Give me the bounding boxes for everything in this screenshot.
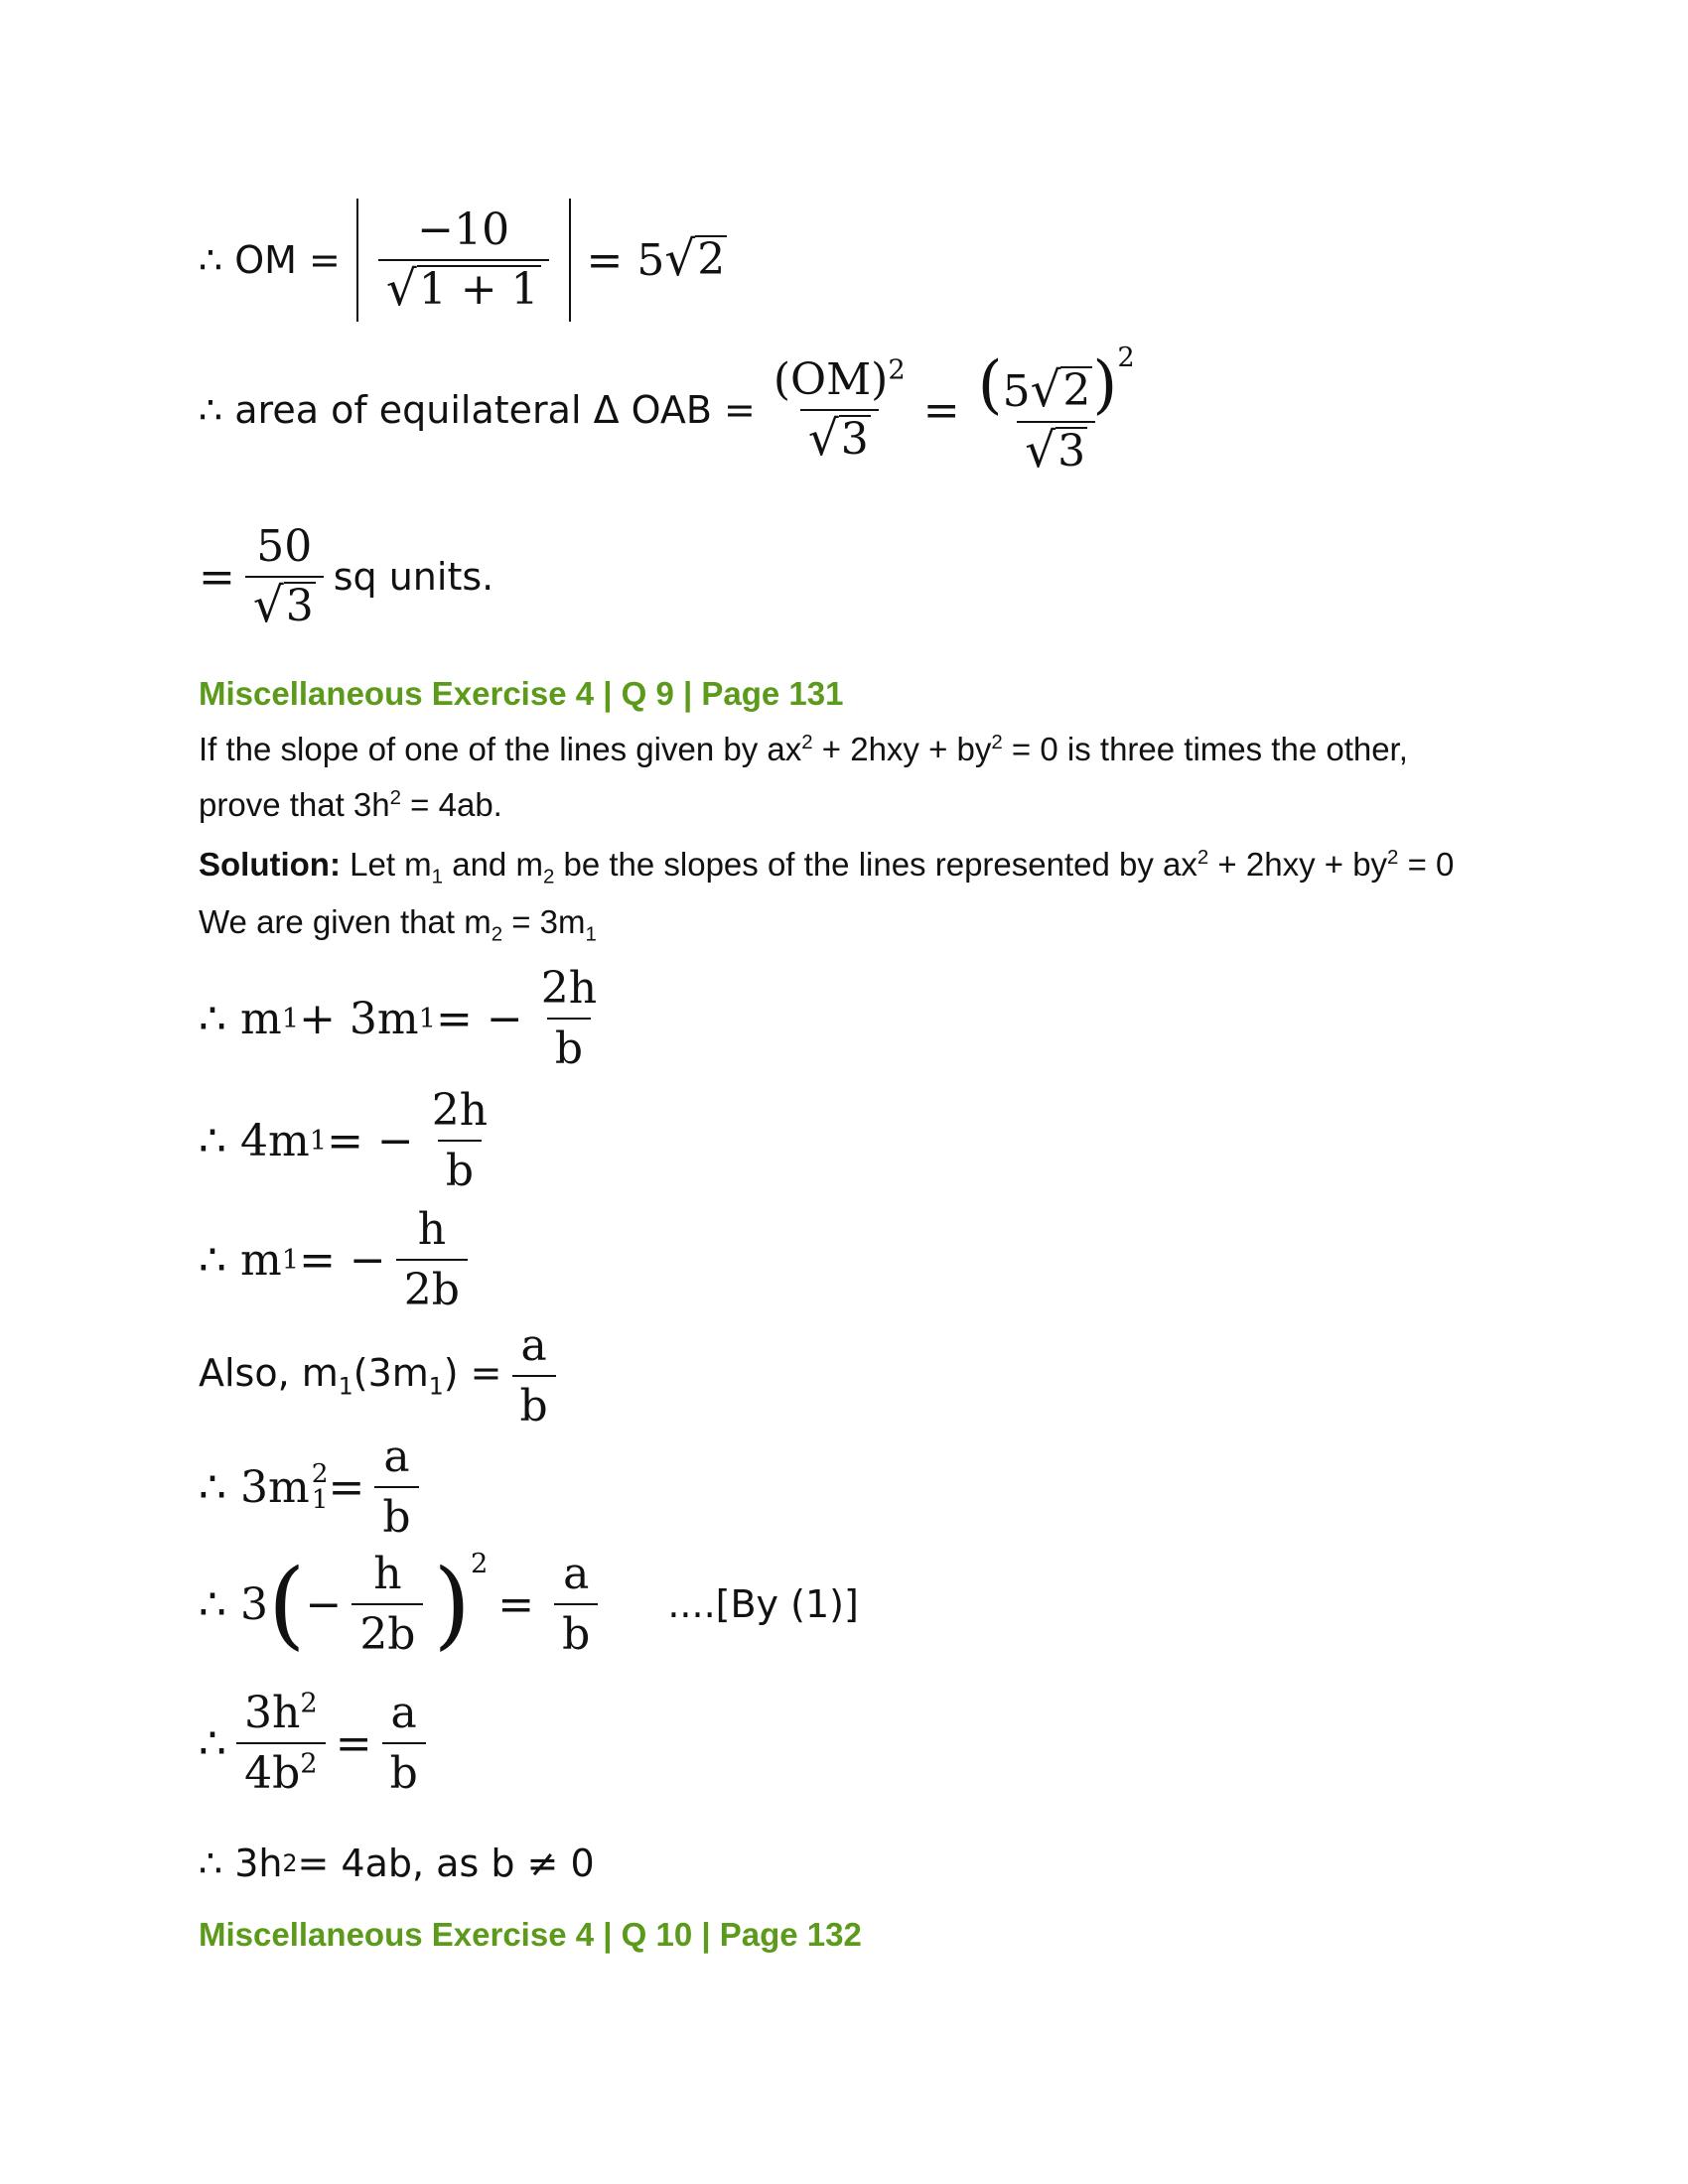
question-line-1: If the slope of one of the lines given by $ax^2 + 2hxy + by^2 = 0$ is three times the other,: [199, 731, 1408, 767]
eq1-denominator: [378, 259, 549, 316]
step-1: ∴ m 1 + 3m 1 = − $\frac{2h}{b}$: [199, 963, 598, 1074]
eq3-equals: =: [199, 551, 235, 603]
step-7: ∴ $\frac{3h^2}{4b^2}$ = $\frac{a}{b}$: [199, 1688, 436, 1799]
sqrt-symbol: √ 1 + 1: [385, 261, 539, 317]
eq2-fraction-2: (5 √ 2 )$^2$ √ 3: [977, 342, 1135, 478]
eq2-equals: =: [922, 384, 960, 436]
eq1-rhs: = 5 √ 2: [586, 230, 726, 287]
step-5: ∴ 3m 2 1 = $\frac{a}{b}$: [199, 1432, 429, 1543]
eq2-lhs: ∴ area of equilateral Δ OAB =: [199, 388, 756, 432]
solution-label: Solution:: [199, 846, 341, 883]
step-2: ∴ 4m 1 = − $\frac{2h}{b}$: [199, 1085, 489, 1196]
step-6-note: ....[By (1)]: [667, 1582, 859, 1626]
q9-heading: Miscellaneous Exercise 4 | Q 9 | Page 131: [199, 675, 844, 712]
q10-heading: Miscellaneous Exercise 4 | Q 10 | Page 132: [199, 1916, 862, 1953]
given-line: We are given that $m_2 = 3m_1$: [199, 903, 597, 946]
step-6: ∴ 3 ( − $\frac{h}{2b}$ ) $^2$ = $\frac{a}{b}$ ....[By (1)]: [199, 1549, 859, 1660]
question-line-2: prove that $3h^2 = 4ab$.: [199, 786, 502, 823]
equation-om: [199, 199, 727, 322]
step-4: Also, $m_1(3m_1)$ = $\frac{a}{b}$: [199, 1320, 566, 1432]
equation-area: [199, 342, 1153, 478]
solution-line: Solution: Let $m_1$ and $m_2$ be the slopes of the lines represented by $ax^2 + 2hxy + by^2 = 0$: [199, 846, 1455, 888]
eq1-lhs: ∴ OM =: [199, 238, 341, 282]
eq2-fraction-1: (OM)$^2$ √ 3: [773, 354, 906, 467]
step-8: ∴ 3h 2 = 4ab, as b ≠ 0: [199, 1842, 595, 1885]
eq1-fraction: [378, 205, 549, 316]
equation-result: [199, 521, 493, 632]
eq1-numerator: −10: [417, 205, 510, 255]
eq3-unit: sq units.: [333, 555, 494, 599]
absolute-value: [356, 199, 571, 322]
step-3: ∴ m 1 = − $\frac{h}{2b}$: [199, 1204, 478, 1315]
eq3-fraction: 50 √ 3: [245, 521, 324, 632]
